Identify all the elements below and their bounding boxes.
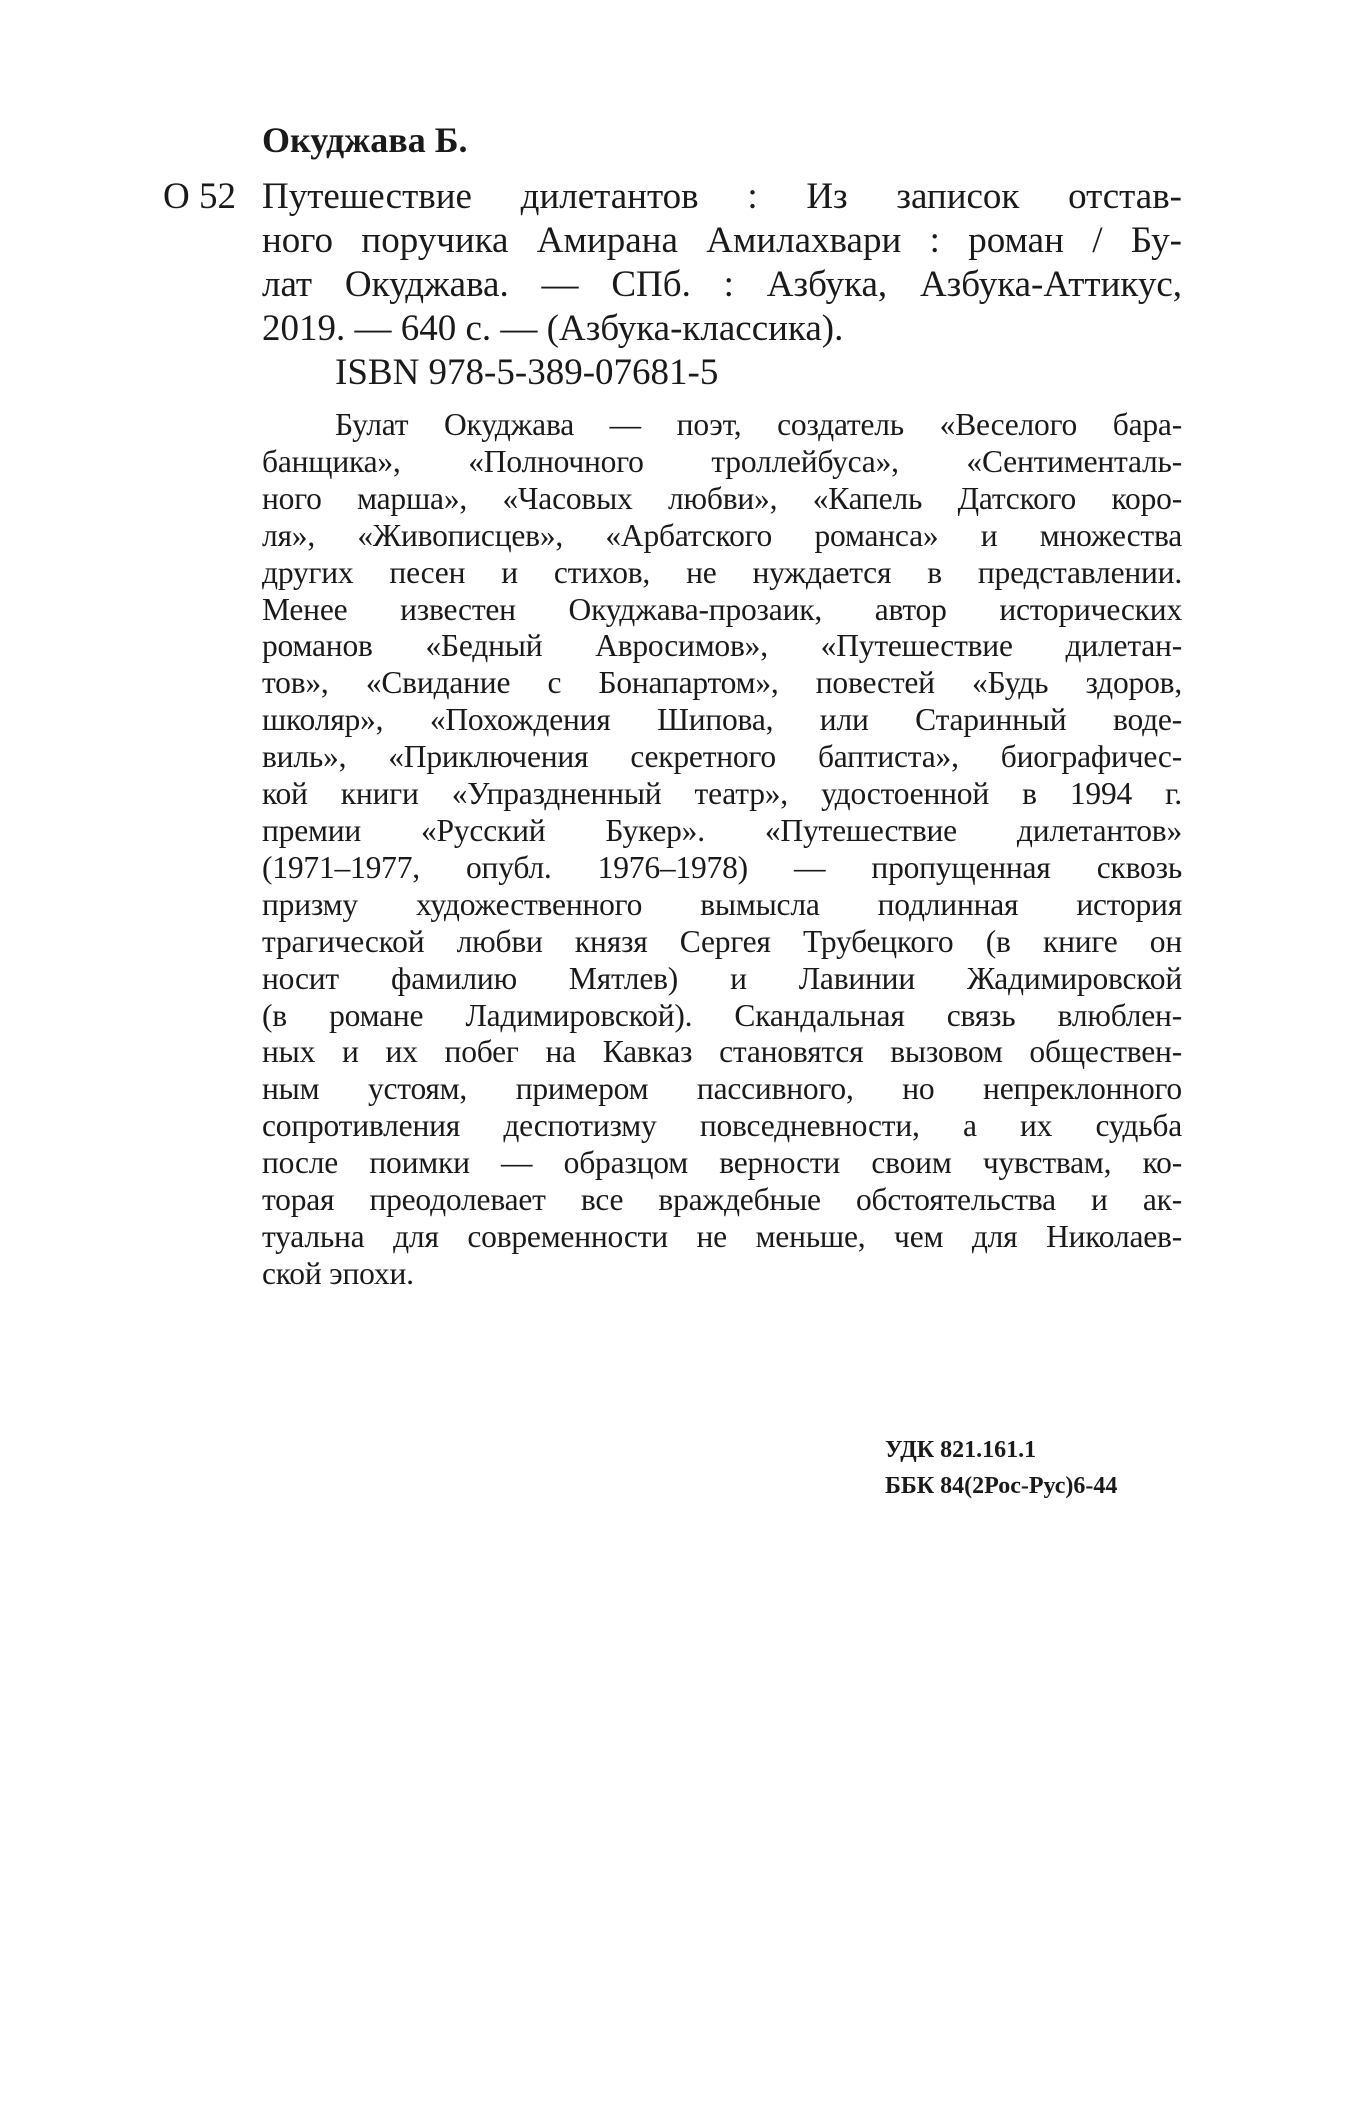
- annotation-line: виль», «Приключения секретного баптиста», биографичес-: [262, 739, 1182, 775]
- annotation-line: Булат Окуджава — поэт, создатель «Веселого бара-: [335, 407, 1182, 442]
- description-line: лат Окуджава. — СПб. : Азбука, Азбука-Аттикус,: [262, 264, 1182, 305]
- annotation-line: (1971–1977, опубл. 1976–1978) — пропущенная сквозь: [262, 849, 1182, 885]
- description-line: ного поручика Амирана Амилахвари : роман / Бу-: [262, 220, 1182, 261]
- annotation-line: ных и их побег на Кавказ становятся вызовом обществен-: [262, 1034, 1182, 1070]
- classification-codes: [885, 1432, 1117, 1504]
- annotation-line: (в романе Ладимировской). Скандальная связь влюблен-: [262, 997, 1182, 1033]
- annotation-line: Менее известен Окуджава-прозаик, автор исторических: [262, 591, 1182, 627]
- author-heading: Окуджава Б.: [262, 120, 468, 160]
- annotation-line: призму художественного вымысла подлинная история: [262, 886, 1182, 922]
- bibliographic-description: [262, 175, 1182, 351]
- annotation-line: романов «Бедный Авросимов», «Путешествие дилетан-: [262, 628, 1182, 664]
- isbn: ISBN 978-5-389-07681-5: [335, 352, 719, 393]
- annotation-line: школяр», «Похождения Шипова, или Старинный воде-: [262, 702, 1182, 738]
- annotation-line: ным устоям, примером пассивного, но непреклонного: [262, 1071, 1182, 1107]
- annotation-line: тов», «Свидание с Бонапартом», повестей «Будь здоров,: [262, 665, 1182, 701]
- author-index-code: О 52: [163, 176, 236, 217]
- description-line: Путешествие дилетантов : Из записок отстав-: [262, 176, 1182, 217]
- annotation-line: туальна для современности не меньше, чем для Николаев-: [262, 1218, 1182, 1254]
- annotation-line: ного марша», «Часовых любви», «Капель Датского коро-: [262, 480, 1182, 516]
- udk-code: УДК 821.161.1: [885, 1437, 1037, 1463]
- annotation-line: торая преодолевает все враждебные обстоятельства и ак-: [262, 1182, 1182, 1218]
- bbk-code: ББК 84(2Рос-Рус)6-44: [885, 1473, 1118, 1499]
- annotation-line: носит фамилию Мятлев) и Лавинии Жадимировской: [262, 960, 1182, 996]
- annotation-line: банщика», «Полночного троллейбуса», «Сентименталь-: [262, 443, 1182, 479]
- annotation: [262, 407, 1182, 1293]
- annotation-line: кой книги «Упраздненный театр», удостоенной в 1994 г.: [262, 776, 1182, 812]
- annotation-line: премии «Русский Букер». «Путешествие дилетантов»: [262, 812, 1182, 848]
- annotation-line: сопротивления деспотизму повседневности, а их судьба: [262, 1108, 1182, 1144]
- description-line: 2019. — 640 с. — (Азбука-классика).: [262, 308, 844, 349]
- annotation-line: ля», «Живописцев», «Арбатского романса» и множества: [262, 517, 1182, 553]
- annotation-line: ской эпохи.: [262, 1255, 414, 1291]
- annotation-line: после поимки — образцом верности своим чувствам, ко-: [262, 1145, 1182, 1181]
- annotation-line: трагической любви князя Сергея Трубецкого (в книге он: [262, 923, 1182, 959]
- annotation-line: других песен и стихов, не нуждается в представлении.: [262, 554, 1182, 590]
